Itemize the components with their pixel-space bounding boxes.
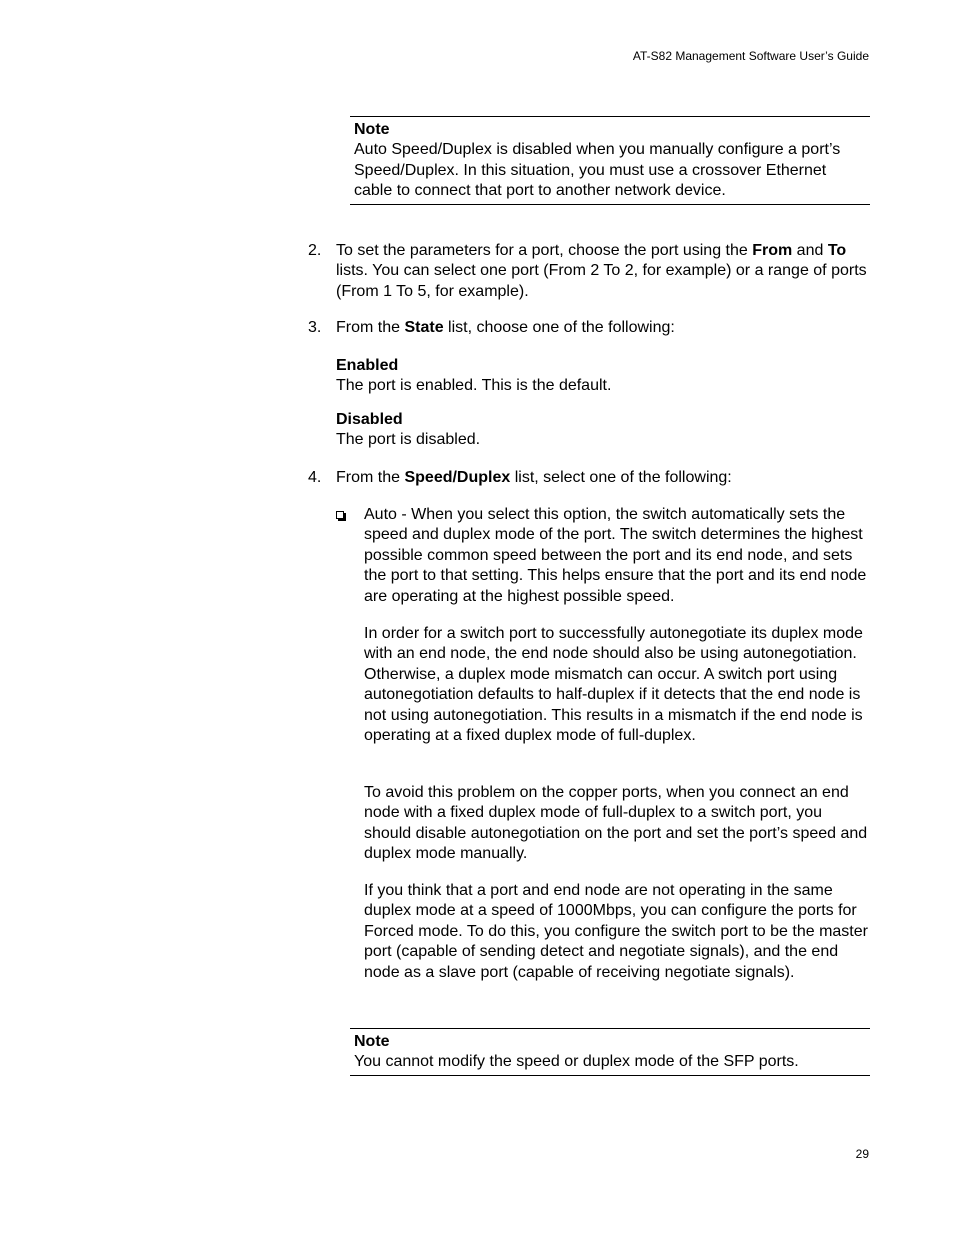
from-label: From	[752, 242, 793, 259]
state-option-disabled	[336, 410, 870, 451]
step-text: From the State list, choose one of the following:	[336, 319, 675, 336]
option-term: Enabled	[336, 357, 399, 374]
note-box	[350, 1028, 870, 1076]
note-text: Auto Speed/Duplex is disabled when you manually configure a port’s Speed/Duplex. In this situation, you must use a crossover Ethernet cable to connect that port to another network device.	[354, 141, 841, 200]
note-text: You cannot modify the speed or duplex mode of the SFP ports.	[354, 1053, 799, 1071]
copper-ports-paragraph: To avoid this problem on the copper ports, when you connect an end node with a fixed duplex mode of full-duplex to a switch port, you should disable autonegotiation on the port and set the port’s speed and duplex mode manually.	[364, 784, 868, 863]
page-number: 29	[855, 1147, 869, 1161]
note-title: Note	[354, 1033, 390, 1050]
to-label: To	[827, 242, 847, 259]
state-label: State	[404, 319, 444, 336]
step-text: To set the parameters for a port, choose the port using the From and To lists. You can select one port (From 2 To 2, for example) or a range of ports (From 1 To 5, for example).	[336, 242, 867, 300]
option-description: The port is disabled.	[336, 431, 481, 449]
option-term: Disabled	[336, 411, 403, 428]
step-number: 2.	[308, 242, 322, 259]
auto-option-paragraph: Auto - When you select this option, the switch automatically sets the speed and duplex mode of the port. The switch determines the highest possible common speed between the port and its end node, and sets the port to that setting. This helps ensure that the port and its end node are operating at the highest possible speed.	[364, 506, 867, 605]
forced-mode-paragraph: If you think that a port and end node are not operating in the same duplex mode at a speed of 1000Mbps, you can configure the ports for Forced mode. To do this, you configure the switch port to be the master port (capable of sending detect and negotiate signals), and the end node as a slave port (capable of receiving negotiate signals).	[364, 882, 868, 981]
step-text: From the Speed/Duplex list, select one of the following:	[336, 469, 732, 486]
step-number: 4.	[308, 469, 322, 486]
speed-duplex-label: Speed/Duplex	[404, 469, 511, 486]
step-number: 3.	[308, 319, 322, 336]
autonegotiation-paragraph: In order for a switch port to successfully autonegotiate its duplex mode with an end node, the end node should also be using autonegotiation. Otherwise, a duplex mode mismatch can occur. A switch port using autonegotiation defaults to half-duplex if it detects that the end node is not using autonegotiation. This results in a mismatch if the end node is operating at a fixed duplex mode of full-duplex.	[364, 625, 863, 745]
state-option-enabled	[336, 356, 870, 397]
option-description: The port is enabled. This is the default.	[336, 377, 612, 395]
checkbox-bullet-icon	[336, 511, 344, 519]
running-header: AT-S82 Management Software User’s Guide	[632, 49, 869, 63]
note-title: Note	[354, 121, 390, 138]
note-box	[350, 116, 870, 205]
